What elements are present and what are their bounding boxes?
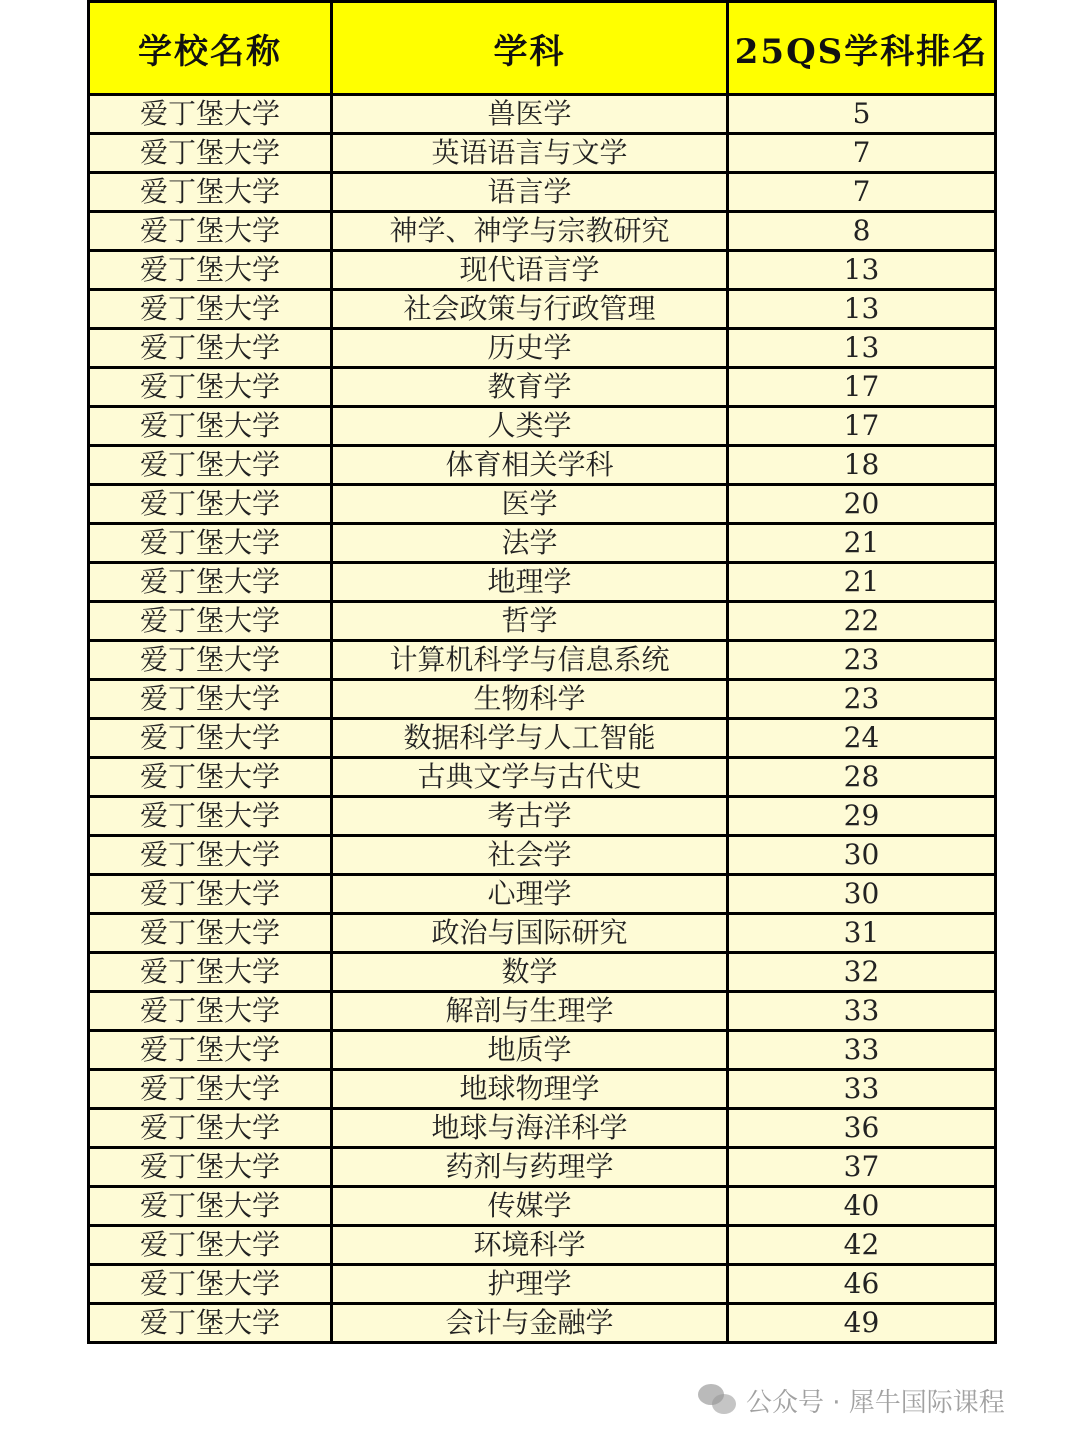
- watermark: [698, 1380, 1005, 1420]
- cell-school: 爱丁堡大学: [89, 134, 332, 173]
- table-row: [89, 563, 996, 602]
- cell-subject: 地球物理学: [332, 1070, 728, 1109]
- table-row: [89, 1187, 996, 1226]
- table-row: [89, 1226, 996, 1265]
- cell-subject: 社会政策与行政管理: [332, 290, 728, 329]
- table-row: [89, 1148, 996, 1187]
- cell-school: 爱丁堡大学: [89, 1031, 332, 1070]
- table-row: [89, 1070, 996, 1109]
- cell-subject: 哲学: [332, 602, 728, 641]
- cell-subject: 护理学: [332, 1265, 728, 1304]
- cell-rank: 29: [728, 797, 996, 836]
- cell-subject: 计算机科学与信息系统: [332, 641, 728, 680]
- cell-school: 爱丁堡大学: [89, 797, 332, 836]
- cell-subject: 地球与海洋科学: [332, 1109, 728, 1148]
- cell-rank: 40: [728, 1187, 996, 1226]
- cell-rank: 17: [728, 407, 996, 446]
- cell-rank: 7: [728, 173, 996, 212]
- table-row: [89, 680, 996, 719]
- cell-subject: 心理学: [332, 875, 728, 914]
- table-body: [89, 95, 996, 1343]
- table-row: [89, 914, 996, 953]
- table-row: [89, 719, 996, 758]
- cell-rank: 33: [728, 1031, 996, 1070]
- cell-school: 爱丁堡大学: [89, 485, 332, 524]
- table-row: [89, 134, 996, 173]
- cell-school: 爱丁堡大学: [89, 875, 332, 914]
- ranking-table: [87, 0, 997, 1344]
- cell-rank: 22: [728, 602, 996, 641]
- cell-rank: 42: [728, 1226, 996, 1265]
- table-row: [89, 836, 996, 875]
- cell-rank: 21: [728, 524, 996, 563]
- table-row: [89, 524, 996, 563]
- table-row: [89, 641, 996, 680]
- cell-subject: 历史学: [332, 329, 728, 368]
- table-header-row: [89, 2, 996, 95]
- table-row: [89, 875, 996, 914]
- table-row: [89, 251, 996, 290]
- cell-rank: 30: [728, 836, 996, 875]
- cell-subject: 考古学: [332, 797, 728, 836]
- cell-school: 爱丁堡大学: [89, 1148, 332, 1187]
- cell-school: 爱丁堡大学: [89, 173, 332, 212]
- table-row: [89, 212, 996, 251]
- cell-rank: 49: [728, 1304, 996, 1343]
- cell-school: 爱丁堡大学: [89, 914, 332, 953]
- header-subject: 学科: [332, 2, 728, 95]
- cell-subject: 数学: [332, 953, 728, 992]
- cell-rank: 32: [728, 953, 996, 992]
- cell-subject: 医学: [332, 485, 728, 524]
- cell-school: 爱丁堡大学: [89, 758, 332, 797]
- cell-rank: 5: [728, 95, 996, 134]
- cell-subject: 生物科学: [332, 680, 728, 719]
- cell-rank: 46: [728, 1265, 996, 1304]
- cell-school: 爱丁堡大学: [89, 680, 332, 719]
- cell-school: 爱丁堡大学: [89, 1265, 332, 1304]
- cell-subject: 药剂与药理学: [332, 1148, 728, 1187]
- cell-subject: 古典文学与古代史: [332, 758, 728, 797]
- cell-rank: 21: [728, 563, 996, 602]
- cell-school: 爱丁堡大学: [89, 446, 332, 485]
- cell-school: 爱丁堡大学: [89, 290, 332, 329]
- table-row: [89, 368, 996, 407]
- cell-rank: 18: [728, 446, 996, 485]
- cell-subject: 地理学: [332, 563, 728, 602]
- cell-school: 爱丁堡大学: [89, 329, 332, 368]
- cell-rank: 37: [728, 1148, 996, 1187]
- cell-rank: 20: [728, 485, 996, 524]
- cell-school: 爱丁堡大学: [89, 407, 332, 446]
- cell-subject: 解剖与生理学: [332, 992, 728, 1031]
- cell-subject: 英语语言与文学: [332, 134, 728, 173]
- cell-school: 爱丁堡大学: [89, 992, 332, 1031]
- table-row: [89, 1265, 996, 1304]
- cell-subject: 地质学: [332, 1031, 728, 1070]
- cell-rank: 8: [728, 212, 996, 251]
- cell-subject: 兽医学: [332, 95, 728, 134]
- cell-rank: 13: [728, 290, 996, 329]
- cell-subject: 数据科学与人工智能: [332, 719, 728, 758]
- ranking-sheet: [87, 0, 994, 1344]
- header-school: 学校名称: [89, 2, 332, 95]
- cell-school: 爱丁堡大学: [89, 1226, 332, 1265]
- table-row: [89, 1109, 996, 1148]
- cell-rank: 7: [728, 134, 996, 173]
- cell-rank: 23: [728, 680, 996, 719]
- cell-rank: 13: [728, 329, 996, 368]
- cell-subject: 人类学: [332, 407, 728, 446]
- table-row: [89, 992, 996, 1031]
- table-row: [89, 290, 996, 329]
- cell-school: 爱丁堡大学: [89, 212, 332, 251]
- cell-school: 爱丁堡大学: [89, 1187, 332, 1226]
- header-rank: 25QS学科排名: [728, 2, 996, 95]
- cell-rank: 17: [728, 368, 996, 407]
- wechat-icon: [698, 1384, 738, 1416]
- cell-rank: 30: [728, 875, 996, 914]
- table-row: [89, 407, 996, 446]
- cell-subject: 社会学: [332, 836, 728, 875]
- cell-subject: 语言学: [332, 173, 728, 212]
- table-row: [89, 953, 996, 992]
- cell-school: 爱丁堡大学: [89, 953, 332, 992]
- cell-subject: 传媒学: [332, 1187, 728, 1226]
- cell-subject: 现代语言学: [332, 251, 728, 290]
- cell-school: 爱丁堡大学: [89, 524, 332, 563]
- table-row: [89, 1031, 996, 1070]
- cell-subject: 神学、神学与宗教研究: [332, 212, 728, 251]
- table-row: [89, 95, 996, 134]
- cell-school: 爱丁堡大学: [89, 368, 332, 407]
- cell-subject: 环境科学: [332, 1226, 728, 1265]
- cell-rank: 33: [728, 992, 996, 1031]
- cell-subject: 政治与国际研究: [332, 914, 728, 953]
- cell-subject: 法学: [332, 524, 728, 563]
- table-row: [89, 797, 996, 836]
- cell-school: 爱丁堡大学: [89, 251, 332, 290]
- cell-rank: 24: [728, 719, 996, 758]
- table-row: [89, 602, 996, 641]
- cell-school: 爱丁堡大学: [89, 641, 332, 680]
- cell-school: 爱丁堡大学: [89, 719, 332, 758]
- cell-subject: 体育相关学科: [332, 446, 728, 485]
- cell-rank: 36: [728, 1109, 996, 1148]
- cell-school: 爱丁堡大学: [89, 1109, 332, 1148]
- cell-school: 爱丁堡大学: [89, 1070, 332, 1109]
- cell-school: 爱丁堡大学: [89, 95, 332, 134]
- cell-school: 爱丁堡大学: [89, 836, 332, 875]
- table-row: [89, 758, 996, 797]
- cell-school: 爱丁堡大学: [89, 563, 332, 602]
- cell-rank: 31: [728, 914, 996, 953]
- cell-school: 爱丁堡大学: [89, 602, 332, 641]
- cell-rank: 13: [728, 251, 996, 290]
- table-row: [89, 485, 996, 524]
- watermark-text: 公众号 · 犀牛国际课程: [746, 1387, 1005, 1418]
- cell-rank: 28: [728, 758, 996, 797]
- cell-school: 爱丁堡大学: [89, 1304, 332, 1343]
- cell-rank: 33: [728, 1070, 996, 1109]
- table-row: [89, 329, 996, 368]
- cell-subject: 教育学: [332, 368, 728, 407]
- table-row: [89, 173, 996, 212]
- cell-subject: 会计与金融学: [332, 1304, 728, 1343]
- table-row: [89, 446, 996, 485]
- table-row: [89, 1304, 996, 1343]
- cell-rank: 23: [728, 641, 996, 680]
